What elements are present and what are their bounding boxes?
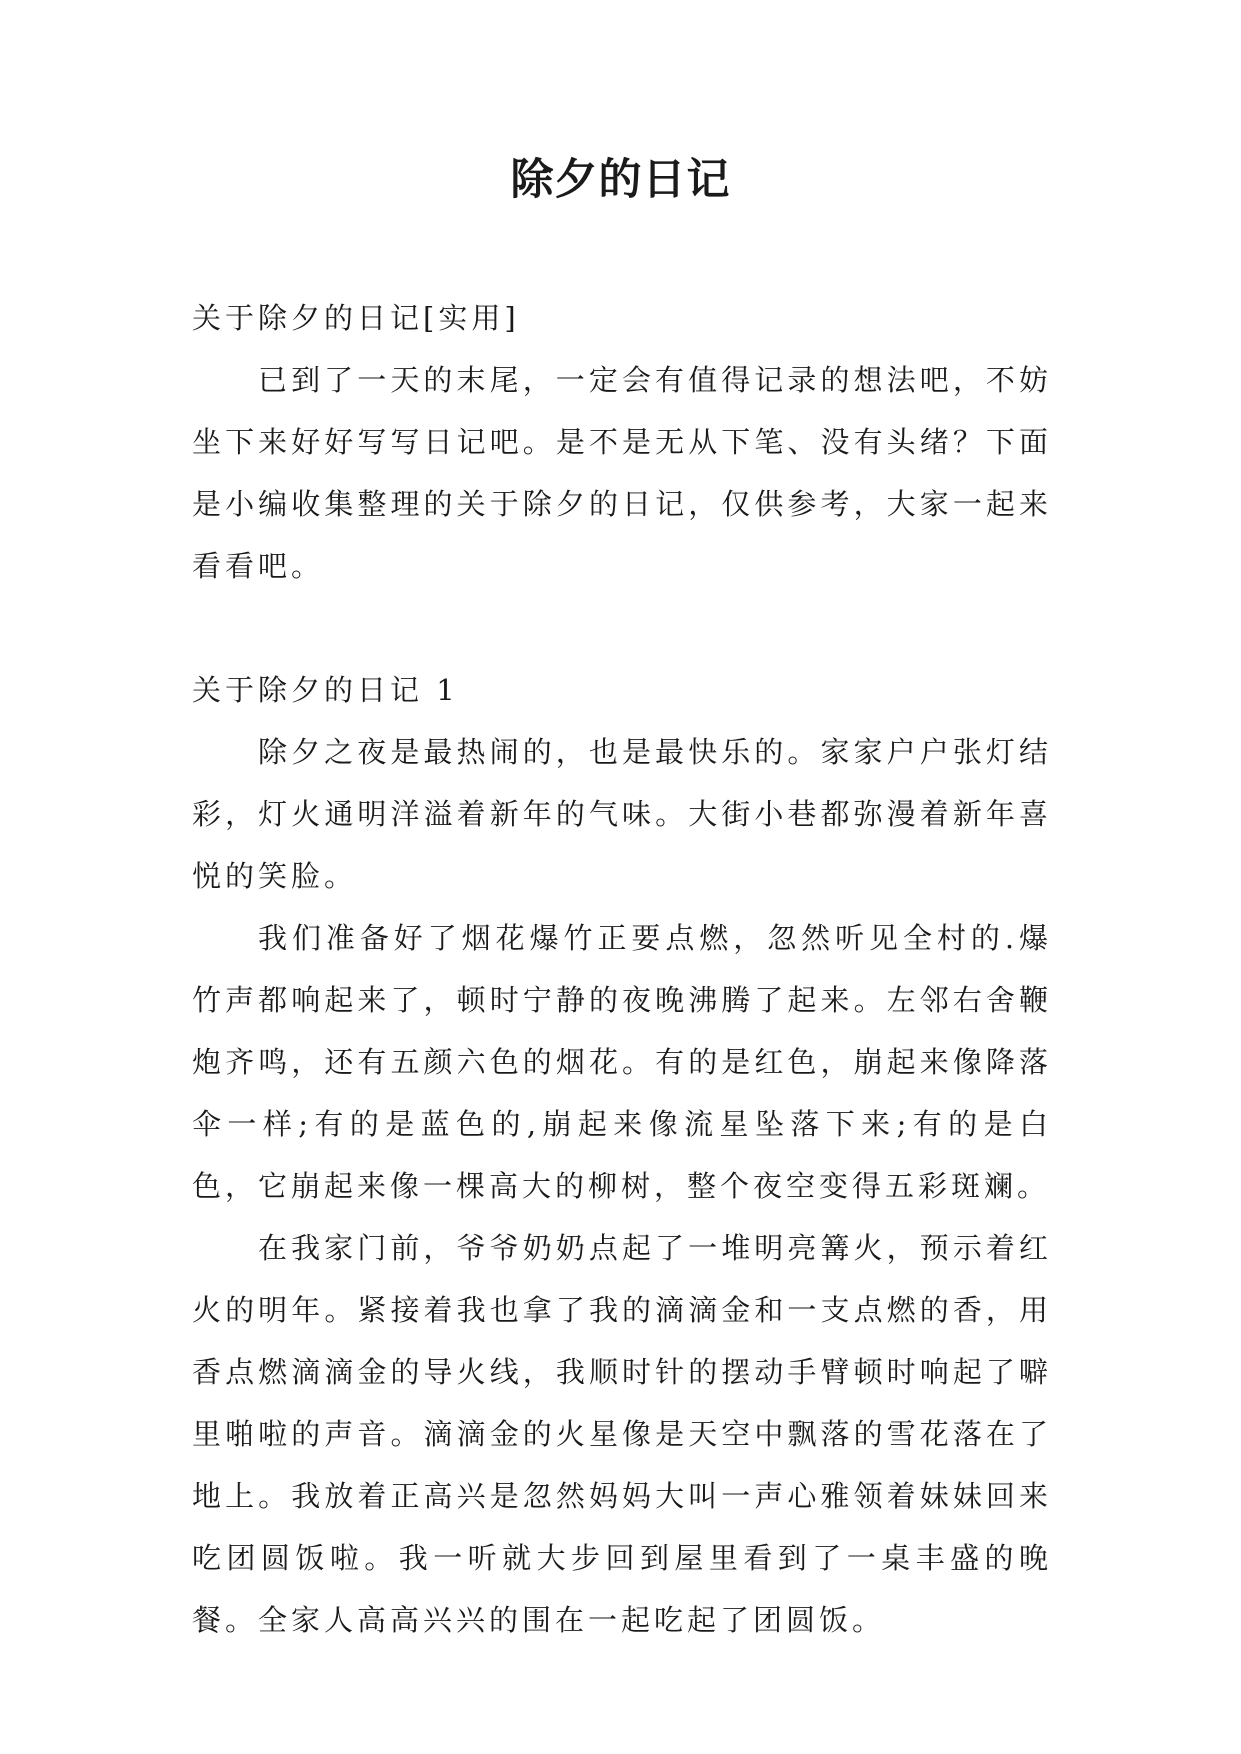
- document-title: 除夕的日记: [510, 155, 731, 205]
- body-paragraph: 我们准备好了烟花爆竹正要点燃，忽然听见全村的.爆竹声都响起来了，顿时宁静的夜晚沸腾了起来。左邻右舍鞭炮齐鸣，还有五颜六色的烟花。有的是红色，崩起来像降落伞一样;有的是蓝色的,崩起来像流星坠落下来;有的是白色，它崩起来像一棵高大的柳树，整个夜空变得五彩斑斓。: [192, 921, 1052, 1203]
- body-paragraph: 除夕之夜是最热闹的，也是最快乐的。家家户户张灯结彩，灯火通明洋溢着新年的气味。大街小巷都弥漫着新年喜悦的笑脸。: [192, 735, 1052, 893]
- intro-paragraph: 已到了一天的末尾，一定会有值得记录的想法吧，不妨坐下来好好写写日记吧。是不是无从下笔、没有头绪？下面是小编收集整理的关于除夕的日记，仅供参考，大家一起来看看吧。: [192, 363, 1052, 583]
- section-heading: 关于除夕的日记 1: [192, 673, 459, 707]
- section-spacer: [192, 597, 1052, 659]
- body-paragraph: 在我家门前，爷爷奶奶点起了一堆明亮篝火，预示着红火的明年。紧接着我也拿了我的滴滴金和一支点燃的香，用香点燃滴滴金的导火线，我顺时针的摆动手臂顿时响起了噼里啪啦的声音。滴滴金的火星像是天空中飘落的雪花落在了地上。我放着正高兴是忽然妈妈大叫一声心雅领着妹妹回来吃团圆饭啦。我一听就大步回到屋里看到了一桌丰盛的晚餐。全家人高高兴兴的围在一起吃起了团圆饭。: [192, 1231, 1052, 1637]
- intro-heading: 关于除夕的日记[实用]: [192, 301, 520, 335]
- document-body: [192, 287, 1052, 1651]
